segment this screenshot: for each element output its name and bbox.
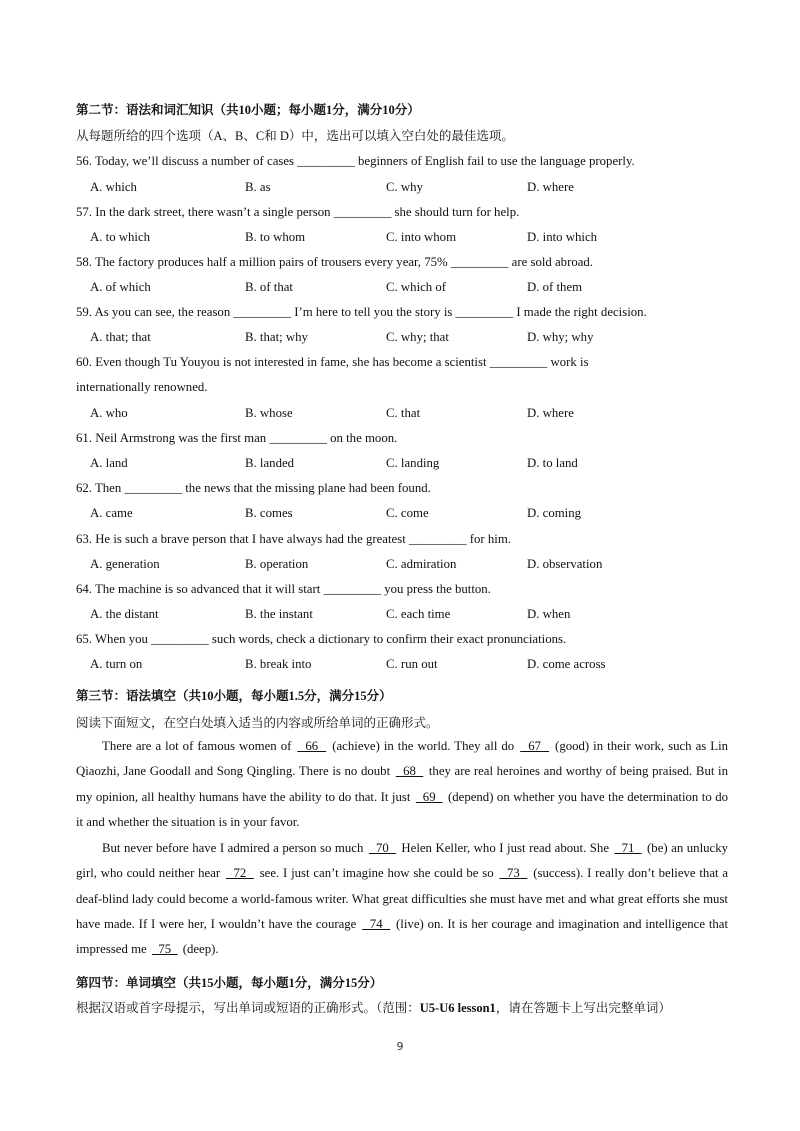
option-a: A. which [90, 180, 137, 194]
question-65: 65. When you _________ such words, check a dictionary to confirm their exact pronunciations. [76, 632, 567, 646]
option-b: B. the instant [245, 607, 313, 621]
option-a: A. that; that [90, 330, 151, 344]
passage-paragraph-1 [76, 734, 728, 835]
question-60-continued: internationally renowned. [76, 380, 208, 394]
option-b: B. break into [245, 657, 312, 671]
passage-text: (achieve) in the world. They all do [328, 739, 519, 753]
options-62 [90, 506, 730, 524]
options-65 [90, 657, 730, 675]
instruction-range: U5-U6 lesson1 [419, 1001, 496, 1015]
question-58: 58. The factory produces half a million pairs of trousers every year, 75% _________ are sold abroad. [76, 255, 594, 269]
blank-73: 73 [499, 866, 528, 881]
instruction-text: ，请在答题卡上写出完整单词） [495, 1001, 671, 1015]
blank-70: 70 [368, 841, 396, 855]
passage-text: (success). I really don’t believe that a deaf-blind lady could become a world-famous writer. What great difficulties she must have met and what great efforts she must have made. If I were her, I wouldn’t have the courage [76, 866, 729, 931]
option-c: C. which of [386, 280, 447, 294]
section2-instruction: 从每题所给的四个选项（A、B、C和 D）中，选出可以填入空白处的最佳选项。 [76, 129, 514, 143]
blank-68: 68 [395, 764, 424, 779]
question-61: 61. Neil Armstrong was the first man _________ on the moon. [76, 431, 398, 445]
blank-67: 67 [520, 739, 550, 753]
option-d: D. of them [527, 280, 583, 294]
option-c: C. landing [386, 456, 440, 470]
blank-75: 75 [151, 942, 178, 957]
passage-text: But never before have I admired a person so much [102, 841, 367, 855]
section4-instruction [76, 998, 671, 1016]
option-a: A. the distant [90, 607, 159, 621]
options-60 [90, 406, 730, 424]
passage-text: (good) in their work, such as Lin Qiaozhi, Jane Goodall and Song Qingling. There is no doubt [76, 739, 729, 779]
option-a: A. of which [90, 280, 151, 294]
option-b: B. of that [245, 280, 293, 294]
blank-74: 74 [362, 916, 391, 931]
blank-69: 69 [415, 789, 443, 804]
options-56 [90, 180, 730, 198]
option-c: C. why; that [386, 330, 449, 344]
blank-72: 72 [225, 866, 254, 881]
instruction-text: 根据汉语或首字母提示，写出单词或短语的正确形式。（范围： [76, 1001, 420, 1015]
passage-text: (live) on. It is her courage and imagination and intelligence that impressed me [76, 916, 729, 957]
option-c: C. into whom [386, 230, 457, 244]
option-c: C. why [386, 180, 423, 194]
option-b: B. that; why [245, 330, 308, 344]
option-d: D. why; why [527, 330, 594, 344]
option-c: C. come [386, 506, 429, 520]
option-b: B. to whom [245, 230, 306, 244]
option-c: C. run out [386, 657, 438, 671]
question-62: 62. Then _________ the news that the missing plane had been found. [76, 481, 431, 495]
question-59: 59. As you can see, the reason _________ I’m here to tell you the story is _________ I made the right decision. [76, 305, 647, 319]
option-b: B. landed [245, 456, 295, 470]
passage-text: (deep). [179, 942, 219, 957]
option-d: D. when [527, 607, 571, 621]
section2-heading: 第二节：语法和词汇知识（共10小题；每小题1分，满分10分） [76, 103, 420, 117]
passage-text: There are a lot of famous women of [102, 739, 296, 753]
option-a: A. turn on [90, 657, 143, 671]
option-d: D. to land [527, 456, 578, 470]
blank-71: 71 [614, 841, 642, 855]
option-b: B. operation [245, 557, 309, 571]
question-57: 57. In the dark street, there wasn’t a single person _________ she should turn for help. [76, 205, 520, 219]
question-56: 56. Today, we’ll discuss a number of cases _________ beginners of English fail to use the language properly. [76, 154, 635, 168]
option-a: A. land [90, 456, 128, 470]
option-a: A. who [90, 406, 128, 420]
option-c: C. that [386, 406, 421, 420]
passage-text: (depend) on whether you have the determination to do it and whether the situation is in your favor. [76, 789, 728, 829]
option-d: D. into which [527, 230, 598, 244]
passage-text: Helen Keller, who I just read about. She [397, 841, 613, 855]
page-number: 9 [396, 1040, 404, 1053]
blank-66: 66 [297, 739, 327, 753]
options-59 [90, 330, 730, 348]
option-b: B. comes [245, 506, 293, 520]
options-61 [90, 456, 730, 474]
question-63: 63. He is such a brave person that I have always had the greatest _________ for him. [76, 532, 511, 546]
question-60: 60. Even though Tu Youyou is not interested in fame, she has become a scientist _________ work is [76, 355, 589, 369]
option-b: B. as [245, 180, 271, 194]
option-a: A. to which [90, 230, 151, 244]
option-d: D. observation [527, 557, 603, 571]
options-57 [90, 230, 730, 248]
passage-text: see. I just can’t imagine how she could be so [255, 866, 498, 881]
section3-instruction: 阅读下面短文，在空白处填入适当的内容或所给单词的正确形式。 [76, 716, 439, 730]
passage-text: they are real heroines and worthy of being praised. But in my opinion, all healthy humans have the ability to do that. It just [76, 764, 729, 804]
options-63 [90, 557, 730, 575]
option-d: D. come across [527, 657, 606, 671]
option-d: D. coming [527, 506, 582, 520]
section3-heading: 第三节：语法填空（共10小题，每小题1.5分，满分15分） [76, 689, 392, 703]
options-64 [90, 607, 730, 625]
passage-text: (be) an unlucky girl, who could neither hear [76, 841, 729, 881]
option-d: D. where [527, 180, 574, 194]
option-c: C. admiration [386, 557, 457, 571]
passage-paragraph-2 [76, 836, 728, 962]
section4-heading: 第四节：单词填空（共15小题，每小题1分，满分15分） [76, 976, 383, 990]
question-64: 64. The machine is so advanced that it will start _________ you press the button. [76, 582, 491, 596]
option-d: D. where [527, 406, 574, 420]
option-a: A. came [90, 506, 133, 520]
option-c: C. each time [386, 607, 451, 621]
option-a: A. generation [90, 557, 160, 571]
options-58 [90, 280, 730, 298]
option-b: B. whose [245, 406, 293, 420]
